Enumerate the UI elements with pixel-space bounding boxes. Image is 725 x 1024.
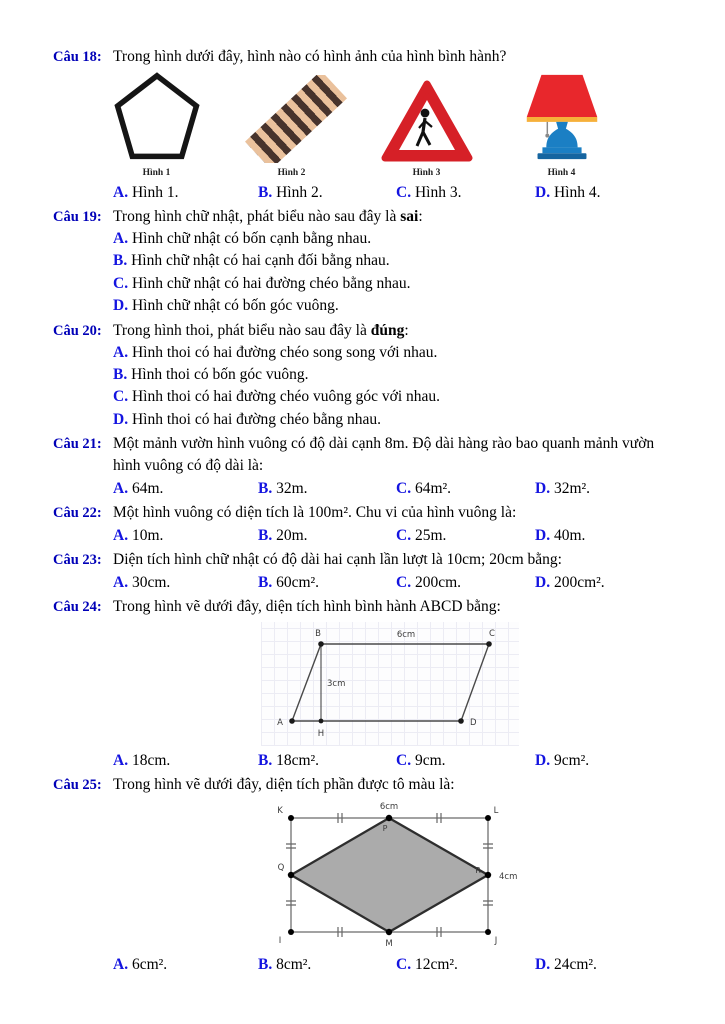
option-text: 18cm². — [276, 752, 320, 770]
option-letter: C. — [396, 574, 412, 592]
option-text: 8cm². — [276, 956, 312, 974]
option-letter: B. — [258, 480, 273, 498]
option-text: Hình chữ nhật có hai đường chéo bằng nhau. — [131, 274, 411, 292]
vertex-label-j: J — [494, 936, 498, 947]
question-number: Câu 25: — [53, 777, 102, 794]
width-length-label: 6cm — [379, 802, 399, 813]
question-text-content: Trong hình vẽ dưới đây, diện tích phần được tô màu là: — [113, 776, 455, 794]
question-18 — [53, 46, 677, 204]
option-letter: C. — [396, 527, 412, 545]
option-letter: B. — [258, 184, 273, 201]
vertex-label-q: Q — [277, 863, 285, 874]
option-text: Hình thoi có hai đường chéo bằng nhau. — [131, 410, 381, 428]
option-text: 32m². — [553, 480, 591, 498]
question-text-content: Trong hình thoi, phát biểu nào sau đây là — [113, 321, 371, 339]
option-c — [396, 953, 535, 976]
option-a — [113, 477, 258, 500]
question-25 — [53, 774, 677, 976]
stairs-icon — [232, 75, 352, 163]
option-d — [535, 181, 677, 204]
option-letter: D. — [535, 527, 551, 545]
figure-4 — [494, 71, 629, 179]
option-b — [258, 181, 396, 204]
parallelogram-figure — [261, 622, 519, 746]
option-text: Hình chữ nhật có bốn cạnh bằng nhau. — [131, 230, 372, 247]
option-text: 30cm. — [131, 574, 171, 592]
question-number: Câu 23: — [53, 552, 102, 569]
figure-1 — [89, 71, 224, 179]
vertex-label-p: P — [382, 824, 388, 834]
answer-row — [113, 749, 677, 772]
option-d — [535, 571, 677, 594]
option-letter: B. — [258, 956, 273, 974]
question-24 — [53, 596, 677, 772]
option-a — [113, 524, 258, 547]
option-text: 40m. — [553, 527, 586, 545]
question-text — [113, 774, 677, 796]
question-text-content: Một mảnh vườn hình vuông có độ dài cạnh 8m. Độ dài hàng rào bao quanh mảnh vườn hình vuông có độ dài là: — [113, 435, 655, 475]
option-a — [113, 953, 258, 976]
option-a — [113, 342, 677, 364]
question-text — [113, 320, 677, 342]
base-length-label: 6cm — [396, 630, 416, 641]
option-text: 6cm². — [131, 956, 168, 974]
option-letter: C. — [396, 956, 412, 974]
question-text — [113, 596, 677, 618]
option-b — [258, 749, 396, 772]
question-text-content: Trong hình dưới đây, hình nào có hình ảnh của hình bình hành? — [113, 48, 507, 65]
option-text: 10m. — [131, 527, 164, 545]
option-text: 64m². — [414, 480, 452, 498]
question-text-content: Diện tích hình chữ nhật có độ dài hai cạnh lần lượt là 10cm; 20cm bằng: — [113, 551, 562, 569]
option-letter: C. — [396, 752, 412, 770]
option-b — [258, 524, 396, 547]
option-letter: C. — [396, 480, 412, 498]
height-length-label: 3cm — [327, 679, 346, 690]
option-letter: C. — [113, 388, 129, 406]
figure-caption: Hình 2 — [277, 168, 306, 178]
option-letter: C. — [396, 184, 412, 201]
option-letter: C. — [113, 274, 129, 292]
vertex-label-c: C — [489, 629, 495, 640]
question-21 — [53, 433, 677, 500]
option-text: Hình thoi có hai đường chéo song song với nhau. — [131, 343, 438, 361]
option-letter: A. — [113, 574, 129, 592]
option-c — [396, 749, 535, 772]
option-c — [396, 524, 535, 547]
option-c — [396, 181, 535, 204]
question-text-content: : — [404, 321, 409, 339]
question-number: Câu 24: — [53, 599, 102, 616]
option-text: Hình 2. — [276, 184, 323, 201]
option-letter: B. — [113, 252, 128, 270]
option-letter: A. — [113, 230, 129, 247]
option-letter: B. — [258, 752, 273, 770]
option-letter: D. — [535, 956, 551, 974]
question-text-content: Trong hình vẽ dưới đây, diện tích hình bình hành ABCD bằng: — [113, 598, 501, 616]
option-letter: D. — [535, 184, 551, 201]
option-b — [258, 953, 396, 976]
option-a — [113, 181, 258, 204]
option-letter: A. — [113, 184, 129, 201]
vertex-label-b: B — [315, 629, 321, 640]
figure-3 — [359, 79, 494, 179]
option-b — [258, 477, 396, 500]
option-letter: A. — [113, 480, 129, 498]
option-a — [113, 228, 677, 250]
pentagon-icon — [113, 71, 201, 163]
vertex-label-d: D — [470, 718, 477, 729]
question-text-content: Một hình vuông có diện tích là 100m². Chu vi của hình vuông là: — [113, 504, 517, 522]
option-text: 20m. — [276, 527, 308, 545]
option-text: Hình 3. — [414, 184, 462, 201]
option-d — [535, 953, 677, 976]
option-letter: D. — [113, 297, 129, 315]
option-text: 24cm². — [553, 956, 597, 974]
vertex-label-a: A — [277, 718, 283, 729]
option-c — [113, 386, 677, 408]
option-c — [396, 477, 535, 500]
question-text — [113, 502, 677, 524]
option-b — [258, 571, 396, 594]
answer-row — [113, 181, 677, 204]
option-text: Hình thoi có hai đường chéo vuông góc với nhau. — [131, 388, 441, 406]
question-number: Câu 19: — [53, 209, 102, 225]
option-letter: A. — [113, 527, 129, 545]
question-19 — [53, 206, 677, 318]
answer-list — [113, 228, 677, 318]
figure-row — [89, 71, 677, 179]
figure-caption: Hình 1 — [142, 168, 171, 178]
option-letter: B. — [258, 574, 273, 592]
option-d — [535, 477, 677, 500]
option-text: 60cm². — [276, 574, 320, 592]
option-b — [113, 250, 677, 272]
option-b — [113, 364, 677, 386]
option-letter: A. — [113, 956, 129, 974]
option-text: Hình chữ nhật có hai cạnh đối bằng nhau. — [131, 252, 390, 270]
height-length-label: 4cm — [499, 872, 518, 883]
lamp-icon — [520, 71, 604, 163]
vertex-label-h: H — [317, 729, 325, 740]
vertex-label-i: I — [278, 936, 282, 947]
figure-caption: Hình 3 — [412, 168, 441, 178]
question-text — [113, 549, 677, 571]
question-text-bold: đúng — [370, 321, 405, 339]
option-a — [113, 571, 258, 594]
option-d — [535, 524, 677, 547]
option-text: Hình 4. — [553, 184, 601, 201]
question-text — [113, 433, 677, 477]
question-text — [113, 46, 677, 68]
vertex-label-m: M — [385, 939, 393, 950]
option-text: 9cm². — [553, 752, 590, 770]
pedestrian-sign-icon — [381, 79, 473, 163]
option-letter: A. — [113, 752, 129, 770]
option-a — [113, 749, 258, 772]
question-text-content: Trong hình chữ nhật, phát biểu nào sau đây là — [113, 208, 401, 225]
option-d — [535, 749, 677, 772]
vertex-label-l: L — [493, 806, 499, 817]
option-d — [113, 409, 677, 431]
answer-row — [113, 477, 677, 500]
option-text: Hình chữ nhật có bốn góc vuông. — [131, 297, 339, 315]
question-text-bold: sai — [400, 208, 419, 225]
question-number: Câu 21: — [53, 436, 102, 453]
figure-2 — [224, 75, 359, 179]
question-22 — [53, 502, 677, 547]
option-text: 64m. — [131, 480, 164, 498]
option-c — [396, 571, 535, 594]
option-c — [113, 273, 677, 295]
answer-row — [113, 571, 677, 594]
option-letter: B. — [113, 366, 128, 384]
option-letter: D. — [113, 410, 129, 428]
question-23 — [53, 549, 677, 594]
option-text: 200cm. — [414, 574, 462, 592]
question-number: Câu 20: — [53, 322, 102, 339]
option-d — [113, 295, 677, 317]
option-text: 32m. — [276, 480, 308, 498]
vertex-label-r: R — [475, 866, 481, 876]
option-letter: B. — [258, 527, 273, 545]
shaded-rhombus-figure — [269, 800, 531, 950]
question-20 — [53, 320, 677, 432]
answer-row — [113, 524, 677, 547]
question-text — [113, 206, 677, 228]
option-letter: A. — [113, 343, 129, 361]
option-letter: D. — [535, 480, 551, 498]
answer-list — [113, 342, 677, 432]
option-text: Hình thoi có bốn góc vuông. — [131, 366, 309, 384]
option-letter: D. — [535, 752, 551, 770]
option-text: Hình 1. — [131, 184, 179, 201]
figure-caption: Hình 4 — [547, 168, 576, 178]
answer-row — [113, 953, 677, 976]
option-text: 200cm². — [553, 574, 605, 592]
option-text: 18cm. — [131, 752, 171, 770]
question-text-content: : — [418, 208, 423, 225]
question-number: Câu 22: — [53, 505, 102, 522]
option-letter: D. — [535, 574, 551, 592]
option-text: 9cm. — [414, 752, 446, 770]
option-text: 25m. — [414, 527, 447, 545]
option-text: 12cm². — [414, 956, 458, 974]
question-number: Câu 18: — [53, 49, 102, 65]
vertex-label-k: K — [277, 806, 283, 817]
